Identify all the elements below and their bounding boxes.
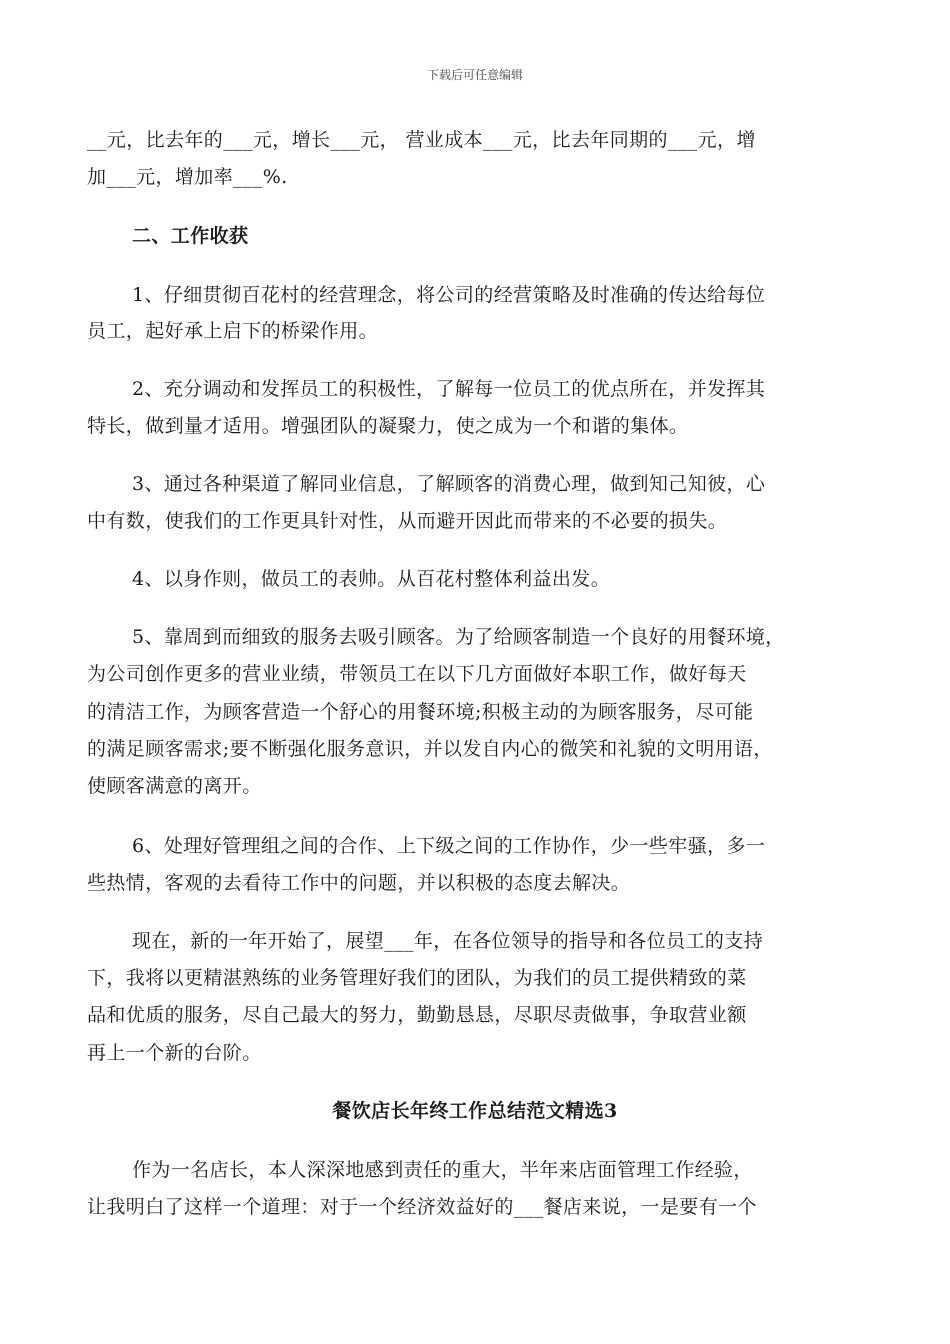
page-header-note: 下载后可任意编辑 [426,68,523,82]
paragraph-line: 6、处理好管理组之间的合作、上下级之间的工作协作，少一些牢骚，多一 [132,835,766,857]
paragraph-line: 作为一名店长，本人深深地感到责任的重大，半年来店面管理工作经验， [132,1159,753,1181]
paragraph-line: 些热情，客观的去看待工作中的问题，并以积极的态度去解决。 [87,872,631,894]
paragraph-line: 让我明白了这样一个道理：对于一个经济效益好的___餐店来说，一是要有一个 [87,1196,757,1218]
paragraph-line: 的满足顾客需求;要不断强化服务意识，并以发自内心的微笑和礼貌的文明用语， [87,738,773,760]
paragraph-line: 再上一个新的台阶。 [87,1042,262,1064]
paragraph-line: 的清洁工作，为顾客营造一个舒心的用餐环境;积极主动的为顾客服务，尽可能 [87,701,754,723]
paragraph-line: 4、以身作则，做员工的表帅。从百花村整体利益出发。 [132,568,611,590]
paragraph-line: 1、仔细贯彻百花村的经营理念，将公司的经营策略及时准确的传达给每位 [132,284,766,306]
paragraph-line: 使顾客满意的离开。 [87,775,262,797]
paragraph-line: 特长，做到量才适用。增强团队的凝聚力，使之成为一个和谐的集体。 [87,415,689,437]
paragraph-line: 3、通过各种渠道了解同业信息，了解顾客的消费心理，做到知己知彼，心 [132,473,766,495]
paragraph-line: 2、充分调动和发挥员工的积极性，了解每一位员工的优点所在，并发挥其 [132,378,766,400]
paragraph-line: 中有数，使我们的工作更具针对性，从而避开因此而带来的不必要的损失。 [87,510,728,532]
paragraph-line: 员工，起好承上启下的桥梁作用。 [87,320,379,342]
paragraph-line: 5、靠周到而细致的服务去吸引顾客。为了给顾客制造一个良好的用餐环境， [132,626,785,648]
paragraph-line: 加___元，增加率___%. [87,166,288,188]
section-heading: 二、工作收获 [132,225,249,247]
paragraph-line: __元，比去年的___元，增长___元， 营业成本___元，比去年同期的___元，增 [87,129,756,151]
article-title: 餐饮店长年终工作总结范文精选3 [332,1100,618,1122]
paragraph-line: 下，我将以更精湛熟练的业务管理好我们的团队，为我们的员工提供精致的菜 [87,967,747,989]
paragraph-line: 现在，新的一年开始了，展望___年，在各位领导的指导和各位员工的支持 [132,930,764,952]
paragraph-line: 为公司创作更多的营业业绩，带领员工在以下几方面做好本职工作，做好每天 [87,663,747,685]
paragraph-line: 品和优质的服务，尽自己最大的努力，勤勤恳恳，尽职尽责做事，争取营业额 [87,1004,747,1026]
